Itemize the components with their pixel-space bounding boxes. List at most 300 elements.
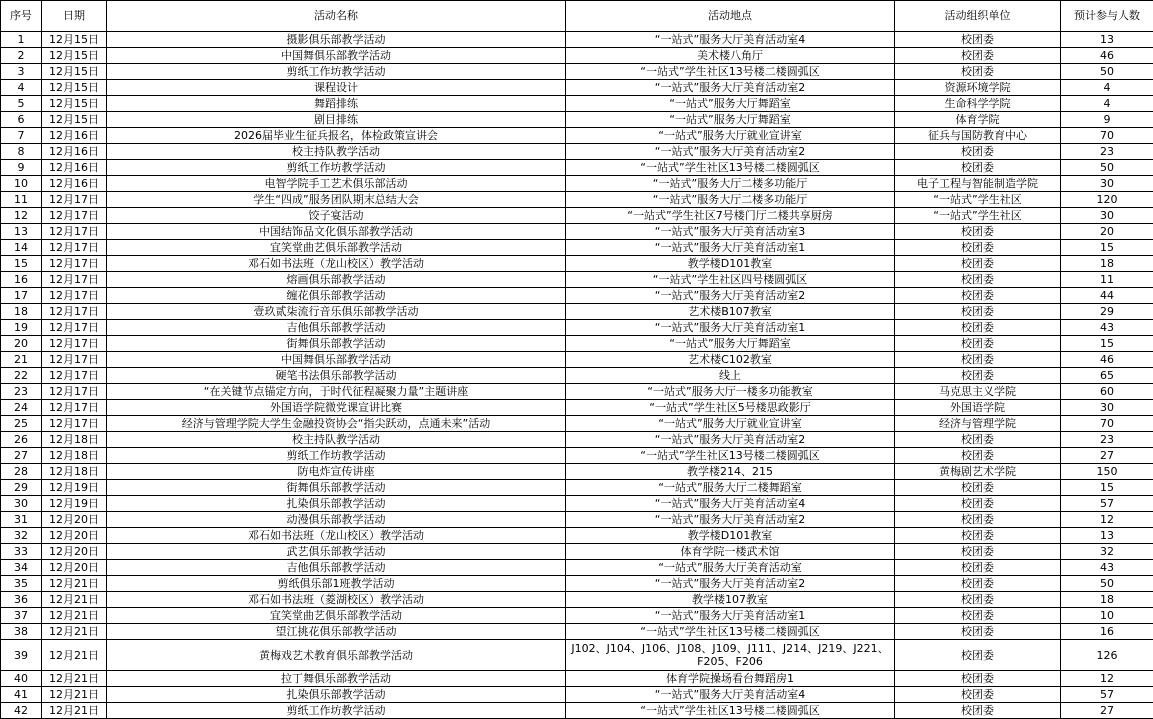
table-row — [1, 544, 1153, 560]
cell-location[interactable]: “一站式”学生社区四号楼圆弧区 — [566, 272, 895, 288]
cell-organizer[interactable]: 校团委 — [895, 240, 1061, 256]
cell-index[interactable]: 5 — [1, 96, 42, 112]
cell-location[interactable]: “一站式”学生社区13号楼二楼圆弧区 — [566, 160, 895, 176]
cell-attendance[interactable]: 27 — [1061, 703, 1153, 719]
cell-date[interactable]: 12月17日 — [42, 368, 107, 384]
table-row — [1, 384, 1153, 400]
cell-attendance[interactable]: 10 — [1061, 608, 1153, 624]
cell-index[interactable]: 27 — [1, 448, 42, 464]
table-row — [1, 192, 1153, 208]
cell-date[interactable]: 12月21日 — [42, 624, 107, 640]
cell-organizer[interactable]: 校团委 — [895, 512, 1061, 528]
cell-date[interactable]: 12月21日 — [42, 640, 107, 671]
cell-organizer[interactable]: 资源环境学院 — [895, 80, 1061, 96]
cell-attendance[interactable]: 120 — [1061, 192, 1153, 208]
table-row — [1, 624, 1153, 640]
cell-attendance[interactable]: 11 — [1061, 272, 1153, 288]
cell-activity-name[interactable]: 武艺俱乐部教学活动 — [107, 544, 566, 560]
cell-index[interactable]: 12 — [1, 208, 42, 224]
cell-activity-name[interactable]: 街舞俱乐部教学活动 — [107, 480, 566, 496]
cell-location[interactable]: “一站式”服务大厅美育活动室4 — [566, 32, 895, 48]
cell-index[interactable]: 25 — [1, 416, 42, 432]
table-row — [1, 576, 1153, 592]
cell-date[interactable]: 12月17日 — [42, 192, 107, 208]
cell-date[interactable]: 12月19日 — [42, 480, 107, 496]
cell-organizer[interactable]: 黄梅剧艺术学院 — [895, 464, 1061, 480]
cell-location[interactable]: 艺术楼B107教室 — [566, 304, 895, 320]
cell-organizer[interactable]: 校团委 — [895, 256, 1061, 272]
cell-location[interactable]: 艺术楼C102教室 — [566, 352, 895, 368]
cell-index[interactable]: 9 — [1, 160, 42, 176]
table-body — [1, 32, 1153, 719]
cell-organizer[interactable]: “一站式”学生社区 — [895, 192, 1061, 208]
cell-attendance[interactable]: 150 — [1061, 464, 1153, 480]
cell-attendance[interactable]: 15 — [1061, 480, 1153, 496]
cell-date[interactable]: 12月17日 — [42, 208, 107, 224]
cell-index[interactable]: 18 — [1, 304, 42, 320]
cell-organizer[interactable]: 校团委 — [895, 304, 1061, 320]
cell-organizer[interactable]: 校团委 — [895, 703, 1061, 719]
cell-location[interactable]: “一站式”服务大厅舞蹈室 — [566, 336, 895, 352]
cell-activity-name[interactable]: 校主持队教学活动 — [107, 432, 566, 448]
table-row — [1, 304, 1153, 320]
table-row — [1, 320, 1153, 336]
table-row — [1, 224, 1153, 240]
cell-attendance[interactable]: 60 — [1061, 384, 1153, 400]
cell-location[interactable]: 教学楼D101教室 — [566, 528, 895, 544]
cell-location[interactable]: “一站式”学生社区13号楼二楼圆弧区 — [566, 703, 895, 719]
cell-activity-name[interactable]: 动漫俱乐部教学活动 — [107, 512, 566, 528]
cell-index[interactable]: 34 — [1, 560, 42, 576]
cell-activity-name[interactable]: 课程设计 — [107, 80, 566, 96]
cell-activity-name[interactable]: 邓石如书法班（龙山校区）教学活动 — [107, 528, 566, 544]
cell-activity-name[interactable]: 饺子宴活动 — [107, 208, 566, 224]
cell-attendance[interactable]: 4 — [1061, 96, 1153, 112]
cell-index[interactable]: 2 — [1, 48, 42, 64]
table-row — [1, 528, 1153, 544]
cell-location[interactable]: 线上 — [566, 368, 895, 384]
cell-location[interactable]: “一站式”服务大厅美育活动室1 — [566, 320, 895, 336]
cell-date[interactable]: 12月20日 — [42, 528, 107, 544]
cell-index[interactable]: 33 — [1, 544, 42, 560]
cell-index[interactable]: 24 — [1, 400, 42, 416]
cell-activity-name[interactable]: 黄梅戏艺术教育俱乐部教学活动 — [107, 640, 566, 671]
cell-location[interactable]: “一站式”服务大厅美育活动室2 — [566, 576, 895, 592]
cell-date[interactable]: 12月17日 — [42, 256, 107, 272]
cell-date[interactable]: 12月17日 — [42, 320, 107, 336]
cell-date[interactable]: 12月17日 — [42, 304, 107, 320]
cell-organizer[interactable]: 校团委 — [895, 560, 1061, 576]
table-row — [1, 496, 1153, 512]
cell-activity-name[interactable]: 2026届毕业生征兵报名，体检政策宣讲会 — [107, 128, 566, 144]
cell-attendance[interactable]: 30 — [1061, 208, 1153, 224]
cell-location[interactable]: 体育学院操场看台舞蹈房1 — [566, 671, 895, 687]
cell-organizer[interactable]: 校团委 — [895, 64, 1061, 80]
cell-index[interactable]: 16 — [1, 272, 42, 288]
cell-organizer[interactable]: 校团委 — [895, 288, 1061, 304]
cell-activity-name[interactable]: 缠花俱乐部教学活动 — [107, 288, 566, 304]
cell-date[interactable]: 12月15日 — [42, 96, 107, 112]
cell-index[interactable]: 31 — [1, 512, 42, 528]
cell-date[interactable]: 12月16日 — [42, 176, 107, 192]
table-row — [1, 608, 1153, 624]
cell-organizer[interactable]: 校团委 — [895, 432, 1061, 448]
table-row — [1, 144, 1153, 160]
cell-location[interactable]: “一站式”服务大厅二楼舞蹈室 — [566, 480, 895, 496]
cell-date[interactable]: 12月21日 — [42, 703, 107, 719]
cell-organizer[interactable]: 体育学院 — [895, 112, 1061, 128]
cell-attendance[interactable]: 18 — [1061, 256, 1153, 272]
cell-organizer[interactable]: 校团委 — [895, 576, 1061, 592]
cell-date[interactable]: 12月21日 — [42, 671, 107, 687]
cell-activity-name[interactable]: 剪纸工作坊教学活动 — [107, 64, 566, 80]
cell-attendance[interactable]: 30 — [1061, 176, 1153, 192]
cell-activity-name[interactable]: 邓石如书法班（龙山校区）教学活动 — [107, 256, 566, 272]
cell-location[interactable]: “一站式”学生社区7号楼门厅二楼共享厨房 — [566, 208, 895, 224]
cell-date[interactable]: 12月17日 — [42, 288, 107, 304]
cell-attendance[interactable]: 126 — [1061, 640, 1153, 671]
cell-index[interactable]: 28 — [1, 464, 42, 480]
cell-index[interactable]: 11 — [1, 192, 42, 208]
cell-activity-name[interactable]: 硬笔书法俱乐部教学活动 — [107, 368, 566, 384]
cell-organizer[interactable]: 生命科学学院 — [895, 96, 1061, 112]
cell-organizer[interactable]: 校团委 — [895, 687, 1061, 703]
cell-organizer[interactable]: “一站式”学生社区 — [895, 208, 1061, 224]
cell-index[interactable]: 32 — [1, 528, 42, 544]
cell-activity-name[interactable]: 剪纸工作坊教学活动 — [107, 160, 566, 176]
cell-attendance[interactable]: 46 — [1061, 48, 1153, 64]
cell-index[interactable]: 15 — [1, 256, 42, 272]
cell-activity-name[interactable]: 剪纸俱乐部1班教学活动 — [107, 576, 566, 592]
cell-index[interactable]: 39 — [1, 640, 42, 671]
cell-attendance[interactable]: 13 — [1061, 528, 1153, 544]
table-row — [1, 416, 1153, 432]
header-activity-name: 活动名称 — [107, 1, 566, 32]
header-location: 活动地点 — [566, 1, 895, 32]
cell-organizer[interactable]: 校团委 — [895, 144, 1061, 160]
cell-activity-name[interactable]: 中国舞俱乐部教学活动 — [107, 48, 566, 64]
cell-date[interactable]: 12月17日 — [42, 224, 107, 240]
table-row — [1, 368, 1153, 384]
cell-activity-name[interactable]: 剧目排练 — [107, 112, 566, 128]
cell-organizer[interactable]: 电子工程与智能制造学院 — [895, 176, 1061, 192]
cell-activity-name[interactable]: 望江挑花俱乐部教学活动 — [107, 624, 566, 640]
cell-organizer[interactable]: 校团委 — [895, 48, 1061, 64]
table-row — [1, 240, 1153, 256]
cell-organizer[interactable]: 校团委 — [895, 336, 1061, 352]
cell-attendance[interactable]: 57 — [1061, 687, 1153, 703]
cell-organizer[interactable]: 校团委 — [895, 368, 1061, 384]
cell-date[interactable]: 12月15日 — [42, 64, 107, 80]
cell-index[interactable]: 4 — [1, 80, 42, 96]
cell-attendance[interactable]: 50 — [1061, 64, 1153, 80]
cell-activity-name[interactable]: 学生“四成”服务团队期末总结大会 — [107, 192, 566, 208]
cell-attendance[interactable]: 43 — [1061, 560, 1153, 576]
cell-date[interactable]: 12月16日 — [42, 144, 107, 160]
cell-index[interactable]: 6 — [1, 112, 42, 128]
table-row — [1, 432, 1153, 448]
cell-attendance[interactable]: 70 — [1061, 416, 1153, 432]
cell-location[interactable]: “一站式”服务大厅美育活动室2 — [566, 512, 895, 528]
cell-attendance[interactable]: 29 — [1061, 304, 1153, 320]
cell-location[interactable]: “一站式”学生社区5号楼思政影厅 — [566, 400, 895, 416]
cell-date[interactable]: 12月17日 — [42, 416, 107, 432]
cell-index[interactable]: 38 — [1, 624, 42, 640]
header-date: 日期 — [42, 1, 107, 32]
cell-attendance[interactable]: 13 — [1061, 32, 1153, 48]
cell-index[interactable]: 1 — [1, 32, 42, 48]
cell-attendance[interactable]: 23 — [1061, 144, 1153, 160]
cell-index[interactable]: 41 — [1, 687, 42, 703]
cell-location[interactable]: 美术楼八角厅 — [566, 48, 895, 64]
cell-date[interactable]: 12月17日 — [42, 400, 107, 416]
cell-date[interactable]: 12月17日 — [42, 272, 107, 288]
cell-date[interactable]: 12月15日 — [42, 112, 107, 128]
cell-location[interactable]: 教学楼D101教室 — [566, 256, 895, 272]
cell-location[interactable]: “一站式”服务大厅美育活动室1 — [566, 608, 895, 624]
cell-attendance[interactable]: 15 — [1061, 336, 1153, 352]
cell-index[interactable]: 3 — [1, 64, 42, 80]
cell-location[interactable]: “一站式”服务大厅美育活动室 — [566, 560, 895, 576]
cell-date[interactable]: 12月15日 — [42, 48, 107, 64]
cell-date[interactable]: 12月20日 — [42, 560, 107, 576]
cell-index[interactable]: 13 — [1, 224, 42, 240]
cell-location[interactable]: 教学楼214、215 — [566, 464, 895, 480]
cell-activity-name[interactable]: 电智学院手工艺术俱乐部活动 — [107, 176, 566, 192]
table-row — [1, 687, 1153, 703]
cell-organizer[interactable]: 校团委 — [895, 224, 1061, 240]
cell-location[interactable]: “一站式”学生社区13号楼二楼圆弧区 — [566, 624, 895, 640]
cell-activity-name[interactable]: 外国语学院微党课宣讲比赛 — [107, 400, 566, 416]
cell-date[interactable]: 12月15日 — [42, 32, 107, 48]
cell-location[interactable]: “一站式”服务大厅舞蹈室 — [566, 96, 895, 112]
cell-attendance[interactable]: 9 — [1061, 112, 1153, 128]
cell-index[interactable]: 10 — [1, 176, 42, 192]
cell-organizer[interactable]: 校团委 — [895, 671, 1061, 687]
cell-date[interactable]: 12月20日 — [42, 512, 107, 528]
cell-activity-name[interactable]: “在关键节点锚定方向，于时代征程凝聚力量”主题讲座 — [107, 384, 566, 400]
cell-organizer[interactable]: 校团委 — [895, 320, 1061, 336]
cell-organizer[interactable]: 校团委 — [895, 640, 1061, 671]
cell-attendance[interactable]: 50 — [1061, 160, 1153, 176]
cell-date[interactable]: 12月21日 — [42, 608, 107, 624]
cell-attendance[interactable]: 18 — [1061, 592, 1153, 608]
cell-activity-name[interactable]: 扎染俱乐部教学活动 — [107, 687, 566, 703]
cell-location[interactable]: “一站式”服务大厅一楼多功能教室 — [566, 384, 895, 400]
cell-location[interactable]: “一站式”服务大厅二楼多功能厅 — [566, 192, 895, 208]
cell-index[interactable]: 7 — [1, 128, 42, 144]
cell-date[interactable]: 12月21日 — [42, 576, 107, 592]
cell-index[interactable]: 14 — [1, 240, 42, 256]
cell-organizer[interactable]: 校团委 — [895, 496, 1061, 512]
cell-date[interactable]: 12月21日 — [42, 592, 107, 608]
cell-activity-name[interactable]: 吉他俱乐部教学活动 — [107, 320, 566, 336]
cell-index[interactable]: 36 — [1, 592, 42, 608]
table-row — [1, 208, 1153, 224]
table-row — [1, 560, 1153, 576]
cell-date[interactable]: 12月21日 — [42, 687, 107, 703]
cell-attendance[interactable]: 15 — [1061, 240, 1153, 256]
cell-activity-name[interactable]: 壹玖贰柒流行音乐俱乐部教学活动 — [107, 304, 566, 320]
table-row — [1, 448, 1153, 464]
cell-activity-name[interactable]: 防电炸宣传讲座 — [107, 464, 566, 480]
header-expected-attendance: 预计参与人数 — [1061, 1, 1153, 32]
cell-attendance[interactable]: 65 — [1061, 368, 1153, 384]
cell-activity-name[interactable]: 街舞俱乐部教学活动 — [107, 336, 566, 352]
cell-attendance[interactable]: 30 — [1061, 400, 1153, 416]
cell-date[interactable]: 12月17日 — [42, 336, 107, 352]
cell-activity-name[interactable]: 扎染俱乐部教学活动 — [107, 496, 566, 512]
cell-location[interactable]: “一站式”服务大厅美育活动室2 — [566, 432, 895, 448]
cell-index[interactable]: 35 — [1, 576, 42, 592]
cell-location[interactable]: 教学楼107教室 — [566, 592, 895, 608]
cell-attendance[interactable]: 44 — [1061, 288, 1153, 304]
cell-attendance[interactable]: 50 — [1061, 576, 1153, 592]
table-row — [1, 336, 1153, 352]
cell-location[interactable]: “一站式”服务大厅美育活动室4 — [566, 687, 895, 703]
cell-location[interactable]: “一站式”服务大厅舞蹈室 — [566, 112, 895, 128]
cell-index[interactable]: 8 — [1, 144, 42, 160]
cell-attendance[interactable]: 23 — [1061, 432, 1153, 448]
cell-date[interactable]: 12月18日 — [42, 432, 107, 448]
cell-location[interactable]: “一站式”服务大厅美育活动室2 — [566, 80, 895, 96]
cell-activity-name[interactable]: 摄影俱乐部教学活动 — [107, 32, 566, 48]
cell-attendance[interactable]: 27 — [1061, 448, 1153, 464]
cell-activity-name[interactable]: 熔画俱乐部教学活动 — [107, 272, 566, 288]
cell-index[interactable]: 20 — [1, 336, 42, 352]
cell-index[interactable]: 22 — [1, 368, 42, 384]
cell-date[interactable]: 12月20日 — [42, 544, 107, 560]
cell-index[interactable]: 23 — [1, 384, 42, 400]
cell-attendance[interactable]: 70 — [1061, 128, 1153, 144]
cell-attendance[interactable]: 32 — [1061, 544, 1153, 560]
cell-activity-name[interactable]: 宜笑堂曲艺俱乐部教学活动 — [107, 240, 566, 256]
table-row — [1, 703, 1153, 719]
table-row — [1, 80, 1153, 96]
table-row — [1, 480, 1153, 496]
header-organizer: 活动组织单位 — [895, 1, 1061, 32]
cell-attendance[interactable]: 12 — [1061, 512, 1153, 528]
cell-index[interactable]: 37 — [1, 608, 42, 624]
cell-location[interactable]: “一站式”服务大厅美育活动室4 — [566, 496, 895, 512]
table-row — [1, 288, 1153, 304]
cell-organizer[interactable]: 校团委 — [895, 32, 1061, 48]
cell-activity-name[interactable]: 吉他俱乐部教学活动 — [107, 560, 566, 576]
cell-organizer[interactable]: 校团委 — [895, 448, 1061, 464]
cell-activity-name[interactable]: 宜笑堂曲艺俱乐部教学活动 — [107, 608, 566, 624]
cell-date[interactable]: 12月18日 — [42, 464, 107, 480]
table-row — [1, 160, 1153, 176]
cell-index[interactable]: 40 — [1, 671, 42, 687]
cell-location[interactable]: “一站式”学生社区13号楼二楼圆弧区 — [566, 448, 895, 464]
cell-date[interactable]: 12月17日 — [42, 384, 107, 400]
cell-organizer[interactable]: 校团委 — [895, 624, 1061, 640]
cell-location[interactable]: “一站式”服务大厅美育活动室2 — [566, 144, 895, 160]
cell-activity-name[interactable]: 剪纸工作坊教学活动 — [107, 703, 566, 719]
cell-index[interactable]: 17 — [1, 288, 42, 304]
cell-attendance[interactable]: 16 — [1061, 624, 1153, 640]
table-row — [1, 640, 1153, 671]
cell-activity-name[interactable]: 校主持队教学活动 — [107, 144, 566, 160]
cell-organizer[interactable]: 马克思主义学院 — [895, 384, 1061, 400]
cell-organizer[interactable]: 征兵与国防教育中心 — [895, 128, 1061, 144]
cell-attendance[interactable]: 12 — [1061, 671, 1153, 687]
table-row — [1, 671, 1153, 687]
table-row — [1, 592, 1153, 608]
cell-location[interactable]: “一站式”学生社区13号楼二楼圆弧区 — [566, 64, 895, 80]
cell-index[interactable]: 21 — [1, 352, 42, 368]
cell-organizer[interactable]: 校团委 — [895, 544, 1061, 560]
cell-index[interactable]: 30 — [1, 496, 42, 512]
table-row — [1, 272, 1153, 288]
cell-attendance[interactable]: 57 — [1061, 496, 1153, 512]
table-row — [1, 128, 1153, 144]
cell-activity-name[interactable]: 舞蹈排练 — [107, 96, 566, 112]
table-row — [1, 32, 1153, 48]
table-row — [1, 176, 1153, 192]
header-row — [1, 1, 1153, 32]
cell-activity-name[interactable]: 中国结饰品文化俱乐部教学活动 — [107, 224, 566, 240]
cell-location[interactable]: “一站式”服务大厅二楼多功能厅 — [566, 176, 895, 192]
cell-date[interactable]: 12月19日 — [42, 496, 107, 512]
cell-activity-name[interactable]: 拉丁舞俱乐部教学活动 — [107, 671, 566, 687]
table-row — [1, 64, 1153, 80]
table-row — [1, 464, 1153, 480]
cell-organizer[interactable]: 外国语学院 — [895, 400, 1061, 416]
cell-activity-name[interactable]: 邓石如书法班（菱湖校区）教学活动 — [107, 592, 566, 608]
cell-location[interactable]: “一站式”服务大厅就业宣讲室 — [566, 128, 895, 144]
cell-location[interactable]: J102、J104、J106、J108、J109、J111、J214、J219、J221、F205、F206 — [566, 640, 895, 671]
cell-activity-name[interactable]: 经济与管理学院大学生金融投资协会“指尖跃动，点通未来”活动 — [107, 416, 566, 432]
cell-activity-name[interactable]: 剪纸工作坊教学活动 — [107, 448, 566, 464]
cell-attendance[interactable]: 46 — [1061, 352, 1153, 368]
cell-attendance[interactable]: 20 — [1061, 224, 1153, 240]
cell-organizer[interactable]: 校团委 — [895, 352, 1061, 368]
cell-attendance[interactable]: 43 — [1061, 320, 1153, 336]
cell-date[interactable]: 12月16日 — [42, 128, 107, 144]
table-row — [1, 256, 1153, 272]
cell-attendance[interactable]: 4 — [1061, 80, 1153, 96]
header-index: 序号 — [1, 1, 42, 32]
cell-organizer[interactable]: 校团委 — [895, 608, 1061, 624]
cell-index[interactable]: 42 — [1, 703, 42, 719]
cell-index[interactable]: 29 — [1, 480, 42, 496]
cell-location[interactable]: “一站式”服务大厅美育活动室1 — [566, 240, 895, 256]
cell-organizer[interactable]: 校团委 — [895, 480, 1061, 496]
cell-organizer[interactable]: 经济与管理学院 — [895, 416, 1061, 432]
cell-activity-name[interactable]: 中国舞俱乐部教学活动 — [107, 352, 566, 368]
table-row — [1, 96, 1153, 112]
cell-date[interactable]: 12月18日 — [42, 448, 107, 464]
table-row — [1, 112, 1153, 128]
cell-date[interactable]: 12月15日 — [42, 80, 107, 96]
table-row — [1, 48, 1153, 64]
table-row — [1, 512, 1153, 528]
cell-date[interactable]: 12月17日 — [42, 240, 107, 256]
cell-index[interactable]: 19 — [1, 320, 42, 336]
cell-organizer[interactable]: 校团委 — [895, 272, 1061, 288]
cell-organizer[interactable]: 校团委 — [895, 592, 1061, 608]
cell-location[interactable]: “一站式”服务大厅美育活动室3 — [566, 224, 895, 240]
cell-index[interactable]: 26 — [1, 432, 42, 448]
cell-location[interactable]: “一站式”服务大厅就业宣讲室 — [566, 416, 895, 432]
cell-organizer[interactable]: 校团委 — [895, 160, 1061, 176]
cell-location[interactable]: 体育学院一楼武术馆 — [566, 544, 895, 560]
cell-organizer[interactable]: 校团委 — [895, 528, 1061, 544]
cell-date[interactable]: 12月17日 — [42, 352, 107, 368]
cell-location[interactable]: “一站式”服务大厅美育活动室2 — [566, 288, 895, 304]
cell-date[interactable]: 12月16日 — [42, 160, 107, 176]
